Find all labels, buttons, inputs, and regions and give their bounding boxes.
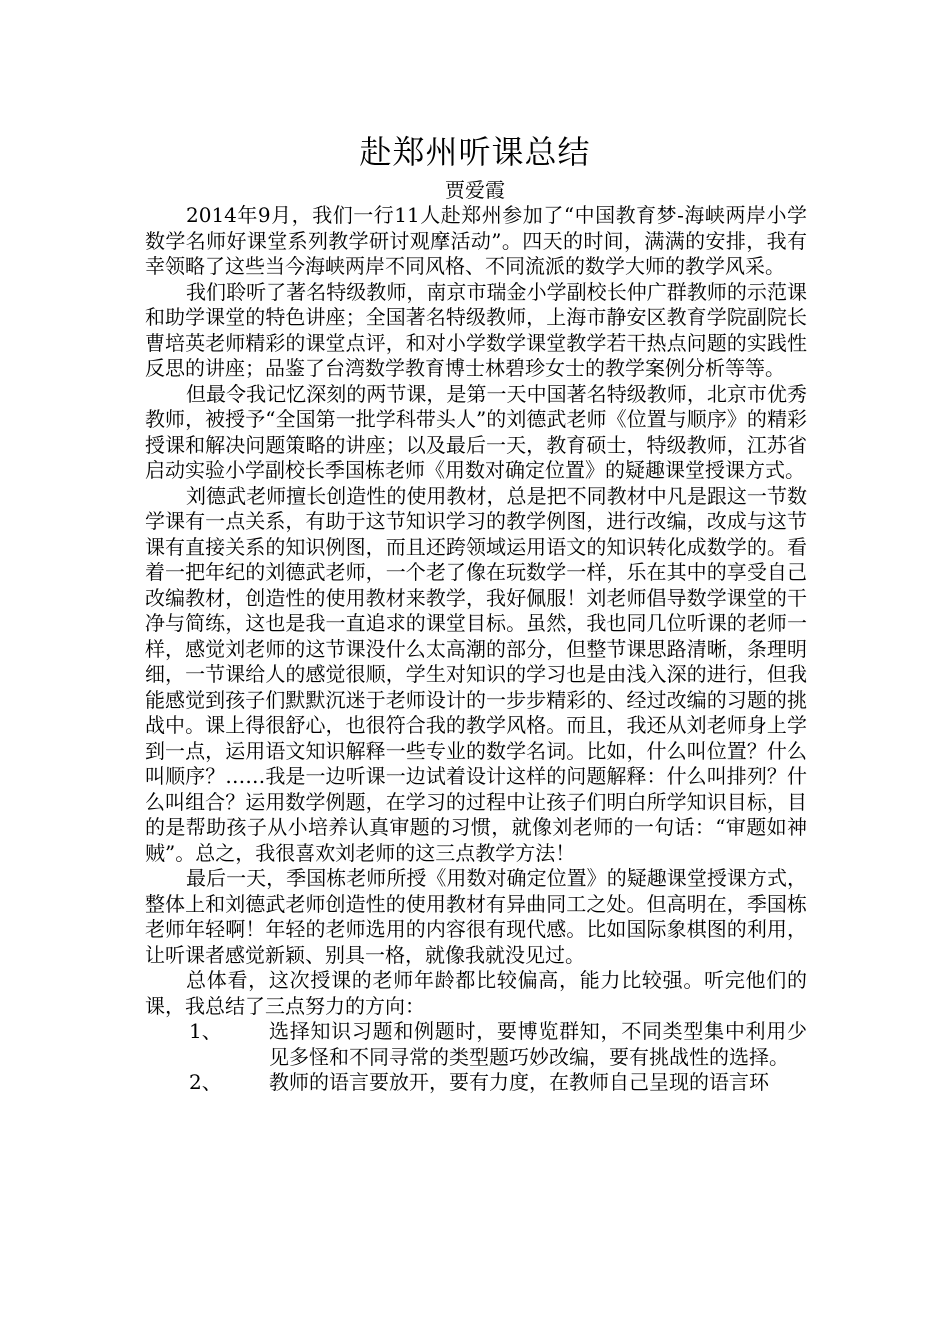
document-body [145, 203, 807, 1096]
paragraph-2: 我们聆听了著名特级教师，南京市瑞金小学副校长仲广群教师的示范课和助学课堂的特色讲座；全国著名特级教师，上海市静安区教育学院副院长曹培英老师精彩的课堂点评，和对小学数学课堂教学若干热点问题的实践性反思的讲座；品鉴了台湾数学教育博士林碧珍女士的教学案例分析等等。 [145, 279, 807, 380]
list-item-text: 选择知识习题和例题时，要博览群知，不同类型集中利用少见多怪和不同寻常的类型题巧妙改编，要有挑战性的选择。 [269, 1019, 807, 1069]
document-title: 赴郑州听课总结 [359, 133, 591, 171]
paragraph-4: 刘德武老师擅长创造性的使用教材，总是把不同教材中凡是跟这一节数学课有一点关系，有助于这节知识学习的教学例图，进行改编，改成与这节课有直接关系的知识例图，而且还跨领域运用语文的知识转化成数学的。看着一把年纪的刘德武老师，一个老了像在玩数学一样，乐在其中的享受自己改编教材，创造性的使用教材来教学，我好佩服！刘老师倡导数学课堂的干净与简练，这也是我一直追求的课堂目标。虽然，我也同几位听课的老师一样，感觉刘老师的这节课没什么太高潮的部分，但整节课思路清晰，条理明细，一节课给人的感觉很顺，学生对知识的学习也是由浅入深的进行，但我能感觉到孩子们默默沉迷于老师设计的一步步精彩的、经过改编的习题的挑战中。课上得很舒心，也很符合我的教学风格。而且，我还从刘老师身上学到一点，运用语文知识解释一些专业的数学名词。比如，什么叫位置？什么叫顺序？……我是一边听课一边试着设计这样的问题解释：什么叫排列？什么叫组合？运用数学例题，在学习的过程中让孩子们明白所学知识目标，目的是帮助孩子从小培养认真审题的习惯，就像刘老师的一句话：“审题如神贼”。总之，我很喜欢刘老师的这三点教学方法！ [145, 483, 807, 865]
document-author: 贾爱霞 [445, 178, 505, 202]
paragraph-3: 但最令我记忆深刻的两节课，是第一天中国著名特级教师，北京市优秀教师，被授予“全国第一批学科带头人”的刘德武老师《位置与顺序》的精彩授课和解决问题策略的讲座；以及最后一天，教育硕士，特级教师，江苏省启动实验小学副校长季国栋老师《用数对确定位置》的疑趣课堂授课方式。 [145, 381, 807, 482]
paragraph-5: 最后一天，季国栋老师所授《用数对确定位置》的疑趣课堂授课方式，整体上和刘德武老师创造性的使用教材有异曲同工之处。但高明在，季国栋老师年轻啊！年轻的老师选用的内容很有现代感。比如国际象棋图的利用，让听课者感觉新颖、别具一格，就像我就没见过。 [145, 866, 807, 967]
paragraph-1: 2014年9月，我们一行11人赴郑州参加了“中国教育梦-海峡两岸小学数学名师好课堂系列教学研讨观摩活动”。四天的时间，满满的安排，我有幸领略了这些当今海峡两岸不同风格、不同流派的数学大师的教学风采。 [145, 203, 807, 278]
list-item-number: 1、 [189, 1019, 222, 1043]
paragraph-6: 总体看，这次授课的老师年龄都比较偏高，能力比较强。听完他们的课，我总结了三点努力的方向： [145, 968, 807, 1018]
list-item [145, 1019, 807, 1070]
list-item [145, 1070, 807, 1096]
list-item-number: 2、 [189, 1070, 222, 1094]
list-item-text: 教师的语言要放开，要有力度，在教师自己呈现的语言环 [269, 1070, 769, 1094]
